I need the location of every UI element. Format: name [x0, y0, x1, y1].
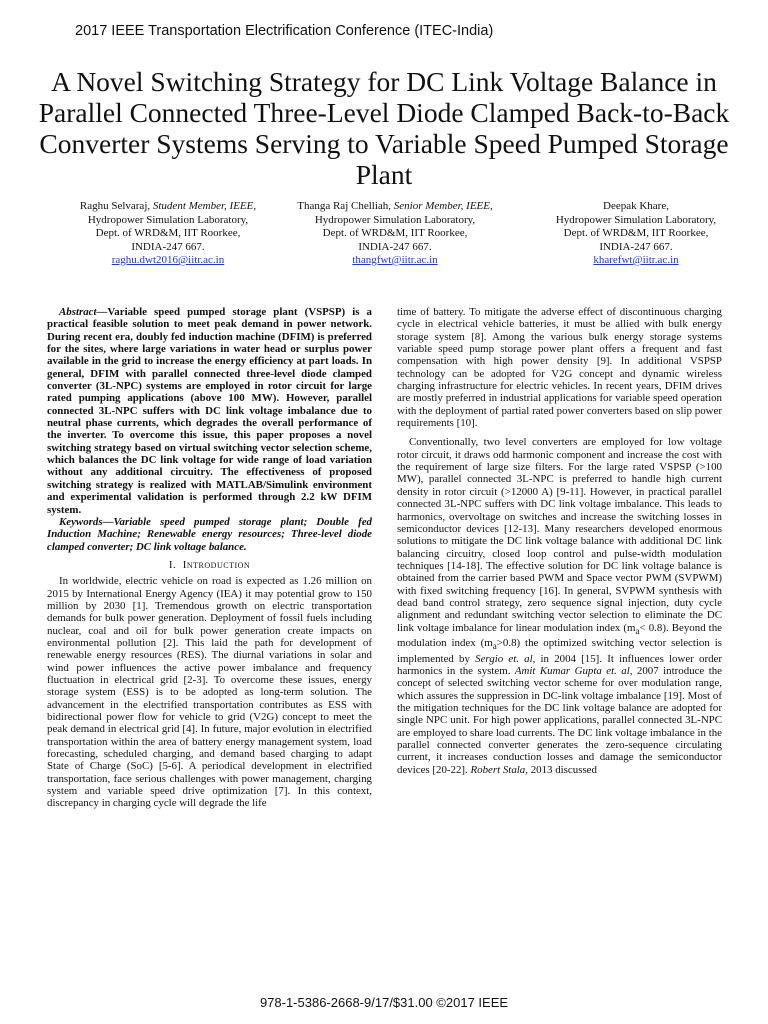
left-column [47, 306, 372, 810]
author-location: INDIA-247 667. [358, 240, 432, 253]
author-email-link[interactable]: thangfwt@iitr.ac.in [352, 254, 438, 266]
keywords-text: Variable speed pumped storage plant; Double fed Induction Machine; Renewable energy resources; Three-level diode clamped converter; DC link voltage balance. [47, 515, 372, 553]
author-lab: Hydropower Simulation Laboratory, [87, 213, 249, 226]
abstract-label: Abstract— [59, 306, 108, 318]
author-1 [43, 200, 293, 268]
citation-author: Sergio et. al [475, 652, 533, 665]
citation-author: Amit Kumar Gupta et. al [514, 664, 630, 677]
citation-author: Robert Stala [470, 763, 526, 776]
text-run: Conventionally, two level converters are employed for low voltage rotor circuit, it draws odd harmonic component and increase the cost with the requirement of large size filters. For the large rated VSPSP (>100 MW), parallel connected 3L-NPC is preferred to handle high current density in rotor circuit (>12000 A) [9-11]. However, in practical parallel connected 3L-NPC suffers with DC link voltage imbalance. This leads to harmonics, overvoltage on switches and increase the switching losses in semiconductor devices [12-13]. Many researchers developed enormous solutions to mitigate the DC link voltage balance with additional DC link balancing circuitry, closed loop control and pulse-width modulation techniques [14-18]. The effective solution for DC link voltage balance is obtained from the carrier based PWM and Space vector PWM (SVPWM) with fixed switching frequency [16]. In general, SVPWM synthesis with dead band control strategy, zero sequence signal injection, duty cycle alignment and redundant switching vector selection to eliminate the DC link voltage imbalance for linear modulation index (m [397, 436, 722, 634]
text-run: , 2013 discussed [525, 763, 597, 776]
author-3 [511, 200, 761, 268]
paper-title: A Novel Switching Strategy for DC Link Voltage Balance in Parallel Connected Three-Level Diode Clamped Back-to-Back Converter Systems Serving to Variable Speed Pumped Storage Plant [38, 66, 730, 190]
text-run: , 2007 introduce the concept of selected switching vector scheme for over modulation range, which assures the suppression in DC-link voltage imbalance [19]. Most of the mitigation techniques for the DC link voltage balance are adopted for single NPC unit. For high power applications, parallel connected 3L-NPC are employed to share load currents. The DC link voltage imbalance in the parallel connected converter generates the zero-sequence circulating current, it increases conduction losses and damage the semiconductor devices [20-22]. [397, 664, 723, 776]
author-dept: Dept. of WRD&M, IIT Roorkee, [95, 227, 241, 239]
conference-header: 2017 IEEE Transportation Electrification Conference (ITEC-India) [75, 23, 494, 39]
section-title: Introduction [182, 558, 251, 571]
author-role: Senior Member, IEEE, [393, 200, 493, 212]
text-run: >0.8) the optimized switching vector selection is implemented by [397, 637, 722, 665]
paragraph [397, 436, 722, 776]
subscript: a [492, 641, 497, 652]
author-2 [270, 200, 520, 268]
abstract [47, 306, 372, 516]
author-location: INDIA-247 667. [131, 240, 205, 253]
author-dept: Dept. of WRD&M, IIT Roorkee, [563, 227, 709, 239]
copyright-footer: 978-1-5386-2668-9/17/$31.00 ©2017 IEEE [259, 995, 509, 1010]
author-name: Deepak Khare, [603, 200, 669, 212]
keywords [47, 516, 372, 553]
text-run: , in 2004 [15]. It influences lower order harmonics in the system. [397, 652, 722, 677]
author-name: Thanga Raj Chelliah, [297, 200, 394, 212]
paragraph-continued: time of battery. To mitigate the adverse effect of discontinuous charging cycle in electrical vehicle batteries, it must be allied with bulk energy storage system [8]. Among the various bulk energy storage systems variable speed pump storage power plant offers a frequent and fast compensation with high power density [9]. In additional VSPSP technology can be adopted for V2G concept and dynamic wireless charging infrastructure for electric vehicles. In recent years, DFIM drives are mostly preferred in industrial applications for variable speed operation with the deployment of partial rated power converters based on slip power requirements [10]. [397, 306, 722, 430]
author-email-link[interactable]: raghu.dwt2016@iitr.ac.in [111, 254, 225, 266]
author-role: Student Member, IEEE, [152, 200, 257, 212]
author-email-link[interactable]: kharefwt@iitr.ac.in [593, 254, 679, 266]
right-column [397, 306, 722, 776]
subscript: a [635, 625, 640, 636]
author-name: Raghu Selvaraj, [79, 200, 153, 212]
author-lab: Hydropower Simulation Laboratory, [555, 213, 717, 226]
keywords-label: Keywords— [59, 515, 114, 528]
text-run: < 0.8). Beyond the modulation index (m [397, 621, 722, 650]
abstract-text: Variable speed pumped storage plant (VSPSP) is a practical feasible solution to meet peak demand in power network. During recent era, doubly fed induction machine (DFIM) is preferred for the sites, where large variations in water head or surplus power available in the grid to increase the energy efficiency at part loads. In general, DFIM with parallel connected three-level diode clamped converter (3L-NPC) systems are employed in rotor circuit for large rated pumping applications (above 100 MW). However, parallel connected 3L-NPC suffers with DC link voltage imbalance due to neutral phase currents, which degrades the overall performance of the inverter. To overcome this issue, this paper proposes a novel switching strategy based on virtual switching vector selection scheme, which balances the DC link voltage for wide range of load variation without any additional circuitry. The effectiveness of proposed switching strategy is realized with MATLAB/Simulink environment and experimental validation is performed through 2.2 kW DFIM system. [47, 306, 372, 516]
author-dept: Dept. of WRD&M, IIT Roorkee, [322, 227, 468, 239]
section-numeral: I. [168, 558, 177, 571]
author-lab: Hydropower Simulation Laboratory, [314, 213, 476, 226]
author-location: INDIA-247 667. [599, 240, 673, 253]
intro-paragraph: In worldwide, electric vehicle on road is expected as 1.26 million on 2015 by International Energy Agency (IEA) it may potential grow to 150 million by 2030 [1]. Tremendous growth on electric transportation demands for bulk power generation. Deployment of fossil fuels including nuclear, coal and oil for bulk power generation create impacts on environmental pollution [2]. This laid the path for development of renewable energy resources (RES). The diurnal variations in solar and wind power influences the active power imbalance and frequency fluctuation in electrical grid [2-3]. To overcome these issues, energy storage system (ESS) is to be adopted as long-term solution. The advancement in the electrified transportation contributes as ESS with bidirectional power flow for vehicle to grid (V2G) concept to meet the peak demand in electrical grid [4]. In future, major evolution in electrified transportation within the area of battery energy management system, load forecasting, scheduled charging, and demand based charging to adapt State of Charge (SoC) [5-6]. A periodical development in electrified transportation, face serious challenges with power management, charging system and variable speed drive optimization [7]. In this context, discrepancy in charging cycle will degrade the life [47, 575, 372, 810]
section-heading [47, 559, 372, 571]
